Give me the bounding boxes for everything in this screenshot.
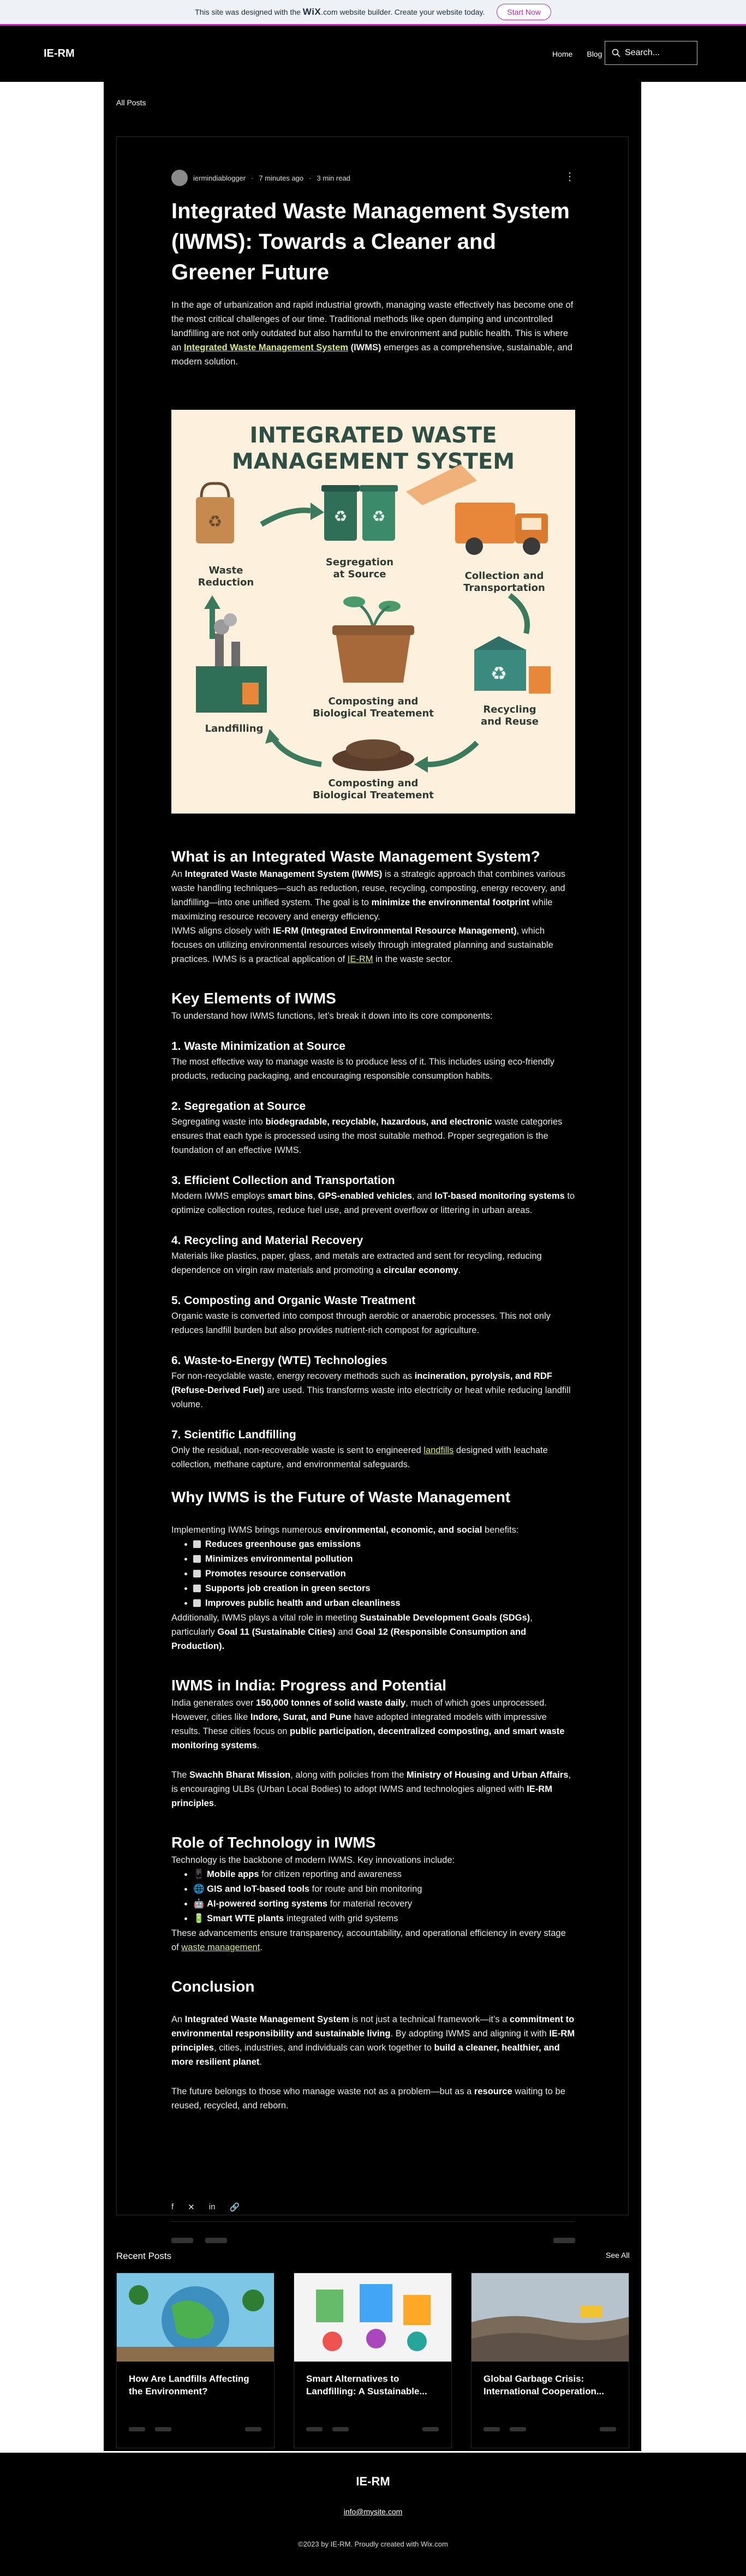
list-item: • 🌐 GIS and IoT-based tools for route and bin monitoring: [193, 1882, 575, 1897]
iwms-infographic: [171, 410, 575, 814]
svg-text:♻: ♻: [490, 664, 508, 684]
footer-email-link[interactable]: info@mysite.com: [343, 2507, 403, 2516]
svg-text:Waste: Waste: [208, 565, 243, 576]
checkbox-icon: [193, 1570, 201, 1577]
paragraph: The most effective way to manage waste is to produce less of it. This includes using eco-friendly products, reducing packaging, and encouraging responsible consumption habits.: [171, 1057, 554, 1081]
bins-icon: [321, 485, 398, 541]
search-icon: [612, 49, 620, 57]
site-logo[interactable]: IE-RM: [44, 47, 75, 59]
svg-text:Landfilling: Landfilling: [205, 723, 264, 734]
heading-key-elements: Key Elements of IWMS: [171, 990, 336, 1007]
promo-text: This site was designed with the WiX.com website builder. Create your website today.: [195, 7, 485, 17]
list-item: • Reduces greenhouse gas emissions: [193, 1537, 575, 1552]
heading-k7: 7. Scientific Landfilling: [171, 1429, 296, 1441]
recent-post-image: [472, 2273, 629, 2362]
infographic-heading-2: MANAGEMENT SYSTEM: [231, 449, 515, 474]
iwms-link[interactable]: Integrated Waste Management System: [183, 343, 348, 352]
checkbox-icon: [193, 1540, 201, 1548]
paragraph: The future belongs to those who manage waste not as a problem—but as a resource waiting to be reused, recycled, and reborn.: [171, 2087, 565, 2111]
svg-text:Composting and: Composting and: [328, 696, 419, 707]
recent-post-title[interactable]: Global Garbage Crisis: International Cooperation...: [484, 2374, 605, 2396]
link-icon[interactable]: 🔗: [229, 2203, 240, 2212]
views-count: [171, 2238, 193, 2243]
list-item: • 📱 Mobile apps for citizen reporting and awareness: [193, 1867, 575, 1882]
ie-rm-link[interactable]: IE-RM: [347, 954, 373, 964]
all-posts-link[interactable]: All Posts: [116, 98, 146, 107]
x-icon[interactable]: ✕: [188, 2203, 195, 2212]
recycle-box-icon: [474, 636, 551, 694]
checkbox-icon: [193, 1599, 201, 1607]
paragraph: An Integrated Waste Management System is not just a technical framework—it’s a commitment to environmental responsibility and sustainable living. By adopting IWMS and aligning it with IE-RM principles, cities, industries, and individuals can work together to build a cleaner, healthier, and more resilient planet.: [171, 2015, 575, 2067]
checkbox-icon: [193, 1555, 201, 1563]
paragraph: Segregating waste into biodegradable, recyclable, hazardous, and electronic waste categories ensures that each type is processed using the most suitable method. Proper segregation is the foundation of an effective IWMS.: [171, 1117, 563, 1155]
heading-k6: 6. Waste-to-Energy (WTE) Technologies: [171, 1354, 387, 1367]
page-content: [104, 82, 641, 2451]
svg-text:Transportation: Transportation: [463, 582, 545, 594]
list-item: • 🔋 Smart WTE plants integrated with grid systems: [193, 1911, 575, 1926]
site-header: [0, 26, 746, 82]
search-placeholder: Search...: [625, 48, 660, 57]
meta-dot: ·: [251, 174, 254, 182]
meta-dot: ·: [309, 174, 312, 182]
footer-copyright: ©2023 by IE-RM. Proudly created with Wix.com: [298, 2540, 448, 2548]
heading-technology: Role of Technology in IWMS: [171, 1834, 376, 1851]
heading-k3: 3. Efficient Collection and Transportation: [171, 1174, 395, 1187]
paragraph: Organic waste is converted into compost through aerobic or anaerobic processes. This not only reduces landfill burden but also provides nutrient-rich compost for agriculture.: [171, 1311, 551, 1335]
facebook-icon[interactable]: f: [171, 2202, 174, 2212]
heading-k1: 1. Waste Minimization at Source: [171, 1040, 345, 1053]
heading-india: IWMS in India: Progress and Potential: [171, 1677, 447, 1694]
promo-banner: [0, 0, 746, 26]
recent-post-title[interactable]: Smart Alternatives to Landfilling: A Sustainable...: [306, 2374, 427, 2396]
svg-text:Biological Treatement: Biological Treatement: [313, 708, 434, 719]
svg-text:Recycling: Recycling: [483, 704, 536, 715]
paragraph: Implementing IWMS brings numerous environmental, economic, and social benefits:: [171, 1525, 519, 1535]
list-item: • Minimizes environmental pollution: [193, 1552, 575, 1567]
heading-conclusion: Conclusion: [171, 1978, 255, 1995]
share-bar: [171, 2202, 240, 2212]
like-button[interactable]: [553, 2238, 575, 2243]
paragraph: Modern IWMS employs smart bins, GPS-enabled vehicles, and IoT-based monitoring systems to optimize collection routes, reduce fuel use, and prevent overflow or littering in urban areas.: [171, 1191, 575, 1215]
list-item: • Supports job creation in green sectors: [193, 1581, 575, 1596]
paragraph: The Swachh Bharat Mission, along with policies from the Ministry of Housing and Urban Affairs, is encouraging ULBs (Urban Local Bodies) to adopt IWMS and technologies aligned with IE-RM principles.: [171, 1770, 571, 1808]
divider: [171, 2221, 575, 2222]
site-footer: [0, 2453, 746, 2576]
globe-icon: 🌐: [193, 1884, 205, 1894]
comments-count: [205, 2238, 227, 2243]
mobile-icon: 📱: [193, 1869, 205, 1879]
nav-blog[interactable]: Blog: [587, 50, 602, 58]
search-input[interactable]: [605, 41, 697, 65]
svg-text:Biological Treatement: Biological Treatement: [313, 790, 434, 801]
post-time: 7 minutes ago: [259, 174, 304, 182]
factory-icon: [196, 613, 267, 713]
wix-logo: WiX: [302, 7, 321, 17]
paragraph: To understand how IWMS functions, let’s break it down into its core components:: [171, 1011, 493, 1021]
author-name[interactable]: iermindiablogger: [193, 174, 246, 182]
robot-icon: 🤖: [193, 1899, 205, 1909]
recent-post-card[interactable]: [471, 2273, 629, 2448]
read-time: 3 min read: [317, 174, 350, 182]
landfills-link[interactable]: landfills: [423, 1445, 454, 1455]
article-body: [171, 846, 575, 2113]
heading-why-iwms: Why IWMS is the Future of Waste Management: [171, 1489, 511, 1505]
waste-management-link[interactable]: waste management: [181, 1943, 260, 1952]
paragraph: India generates over 150,000 tonnes of solid waste daily, much of which goes unprocessed. However, cities like Indore, Surat, and Pune have adopted integrated models with impressive results. These cities focus on public participation, decentralized composting, and smart waste monitoring systems.: [171, 1698, 565, 1750]
heading-k5: 5. Composting and Organic Waste Treatment: [171, 1294, 416, 1307]
more-options-icon[interactable]: ⋮: [564, 171, 575, 183]
post-title: Integrated Waste Management System (IWMS): Towards a Cleaner and Greener Future: [171, 199, 570, 284]
paragraph: Technology is the backbone of modern IWMS. Key innovations include:: [171, 1855, 455, 1865]
avatar[interactable]: [171, 170, 188, 186]
paragraph: An Integrated Waste Management System (IWMS) is a strategic approach that combines various waste handling techniques—such as reduction, reuse, recycling, composting, energy recovery, and landfilling—into one unified system. The goal is to minimize the environmental footprint while maximizing resource recovery and energy efficiency.: [171, 869, 565, 922]
paragraph: IWMS aligns closely with IE-RM (Integrated Environmental Resource Management), which focuses on utilizing environmental resources wisely through integrated planning and sustainable practices. IWMS is a practical application of IE-RM in the waste sector.: [171, 926, 553, 964]
post-intro: In the age of urbanization and rapid industrial growth, managing waste effectively has become one of the most critical challenges of our time. Traditional methods like open dumping and uncontrolled landfilling are not only outdated but also harmful to the environment and public health. This is where an Integrated Waste Management System (IWMS) emerges as a comprehensive, sustainable, and modern solution.: [171, 300, 574, 367]
svg-text:Composting and: Composting and: [328, 778, 419, 789]
paragraph: For non-recyclable waste, energy recovery methods such as incineration, pyrolysis, and RDF (Refuse-Derived Fuel) are used. This transforms waste into electricity or heat while reducing landfill volume.: [171, 1371, 571, 1409]
recent-posts-title: Recent Posts: [116, 2251, 172, 2261]
heading-what-is-iwms: What is an Integrated Waste Management System?: [171, 848, 540, 865]
svg-text:♻: ♻: [372, 508, 386, 525]
svg-text:♻: ♻: [207, 513, 223, 531]
recent-post-image: [117, 2273, 274, 2362]
truck-icon: [406, 464, 548, 555]
list-item: • Improves public health and urban cleanliness: [193, 1596, 575, 1611]
paragraph: Additionally, IWMS plays a vital role in meeting Sustainable Development Goals (SDGs), particularly Goal 11 (Sustainable Cities) and Goal 12 (Responsible Consumption and Production).: [171, 1613, 533, 1651]
svg-text:and Reuse: and Reuse: [481, 716, 539, 727]
svg-text:Collection and: Collection and: [464, 570, 544, 582]
start-now-button[interactable]: Start Now: [497, 4, 551, 20]
paragraph: Materials like plastics, paper, glass, and metals are extracted and sent for recycling, reducing dependence on virgin raw materials and promoting a circular economy.: [171, 1251, 542, 1275]
heading-k2: 2. Segregation at Source: [171, 1100, 306, 1113]
technology-list: [171, 1867, 575, 1926]
benefits-list: [171, 1537, 575, 1611]
post-card: [116, 136, 629, 2215]
list-item: • Promotes resource conservation: [193, 1567, 575, 1581]
see-all-link[interactable]: See All: [606, 2251, 630, 2260]
recent-post-card[interactable]: [294, 2273, 452, 2448]
battery-icon: 🔋: [193, 1914, 205, 1923]
svg-text:at Source: at Source: [333, 569, 386, 580]
recent-post-card[interactable]: [116, 2273, 274, 2448]
svg-text:♻: ♻: [333, 508, 348, 525]
infographic-svg: [171, 410, 575, 814]
svg-text:Reduction: Reduction: [198, 577, 254, 588]
compost-pot-icon: [332, 596, 414, 683]
infographic-heading-1: INTEGRATED WASTE: [249, 423, 497, 448]
recent-post-title[interactable]: How Are Landfills Affecting the Environment?: [129, 2374, 249, 2396]
paragraph: Only the residual, non-recoverable waste is sent to engineered landfills designed with leachate collection, methane capture, and environmental safeguards.: [171, 1445, 548, 1469]
paragraph: These advancements ensure transparency, accountability, and operational efficiency in every stage of waste management.: [171, 1928, 566, 1952]
footer-logo: IE-RM: [356, 2475, 390, 2488]
heading-k4: 4. Recycling and Material Recovery: [171, 1234, 363, 1247]
bag-icon: [196, 483, 234, 543]
nav-home[interactable]: Home: [552, 50, 573, 58]
svg-text:Segregation: Segregation: [325, 557, 394, 568]
checkbox-icon: [193, 1585, 201, 1592]
linkedin-icon[interactable]: in: [208, 2202, 216, 2212]
post-meta: [171, 170, 350, 186]
list-item: • 🤖 AI-powered sorting systems for material recovery: [193, 1897, 575, 1911]
recent-post-image: [294, 2273, 451, 2362]
main-nav: [552, 50, 602, 58]
compost-mound-icon: [332, 739, 414, 771]
